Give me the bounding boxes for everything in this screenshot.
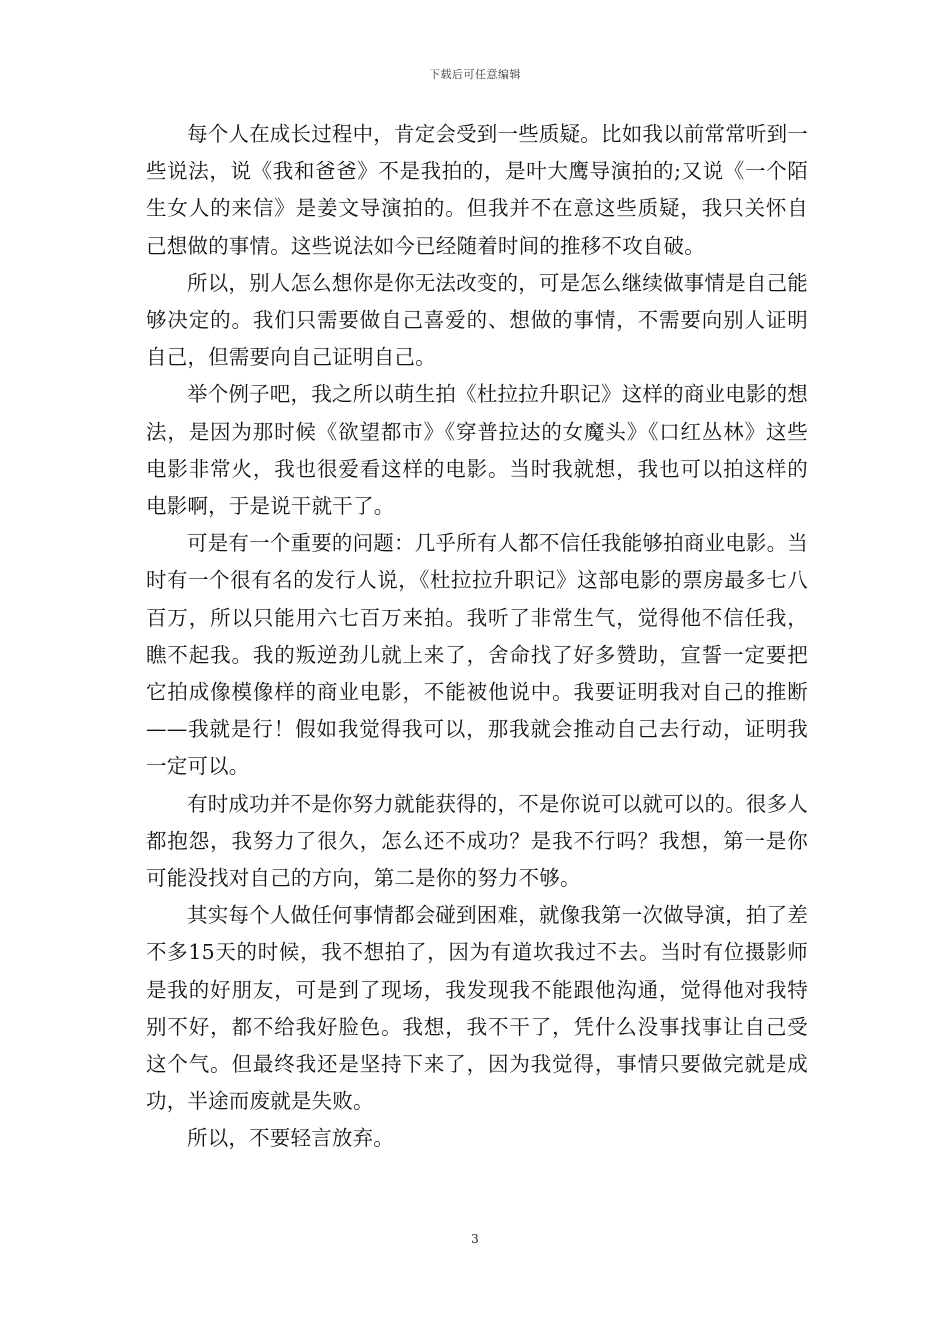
body-text bbox=[146, 116, 808, 1158]
paragraph: 所以，别人怎么想你是你无法改变的，可是怎么继续做事情是自己能够决定的。我们只需要做自己喜爱的、想做的事情，不需要向别人证明自己，但需要向自己证明自己。 bbox=[146, 270, 808, 370]
paragraph: 所以，不要轻言放弃。 bbox=[187, 1126, 394, 1151]
paragraph: 举个例子吧，我之所以萌生拍《杜拉拉升职记》这样的商业电影的想法，是因为那时候《欲望都市》《穿普拉达的女魔头》《口红丛林》这些电影非常火，我也很爱看这样的电影。当时我就想，我也可以拍这样的电影啊，于是说干就干了。 bbox=[146, 382, 808, 519]
page-header: 下载后可任意编辑 bbox=[429, 68, 521, 81]
paragraph: 其实每个人做任何事情都会碰到困难，就像我第一次做导演，拍了差不多15天的时候，我不想拍了，因为有道坎我过不去。当时有位摄影师是我的好朋友，可是到了现场，我发现我不能跟他沟通，觉得他对我特别不好，都不给我好脸色。我想，我不干了，凭什么没事找事让自己受这个气。但最终我还是坚持下来了，因为我觉得，事情只要做完就是成功，半途而废就是失败。 bbox=[146, 903, 808, 1114]
paragraph: 可是有一个重要的问题：几乎所有人都不信任我能够拍商业电影。当时有一个很有名的发行人说，《杜拉拉升职记》这部电影的票房最多七八百万，所以只能用六七百万来拍。我听了非常生气，觉得他不信任我，瞧不起我。我的叛逆劲儿就上来了，舍命找了好多赞助，宣誓一定要把它拍成像模像样的商业电影，不能被他说中。我要证明我对自己的推断——我就是行！假如我觉得我可以，那我就会推动自己去行动，证明我一定可以。 bbox=[146, 531, 808, 779]
paragraph: 有时成功并不是你努力就能获得的，不是你说可以就可以的。很多人都抱怨，我努力了很久，怎么还不成功？是我不行吗？我想，第一是你可能没找对自己的方向，第二是你的努力不够。 bbox=[146, 791, 808, 891]
paragraph: 每个人在成长过程中，肯定会受到一些质疑。比如我以前常常听到一些说法，说《我和爸爸》不是我拍的，是叶大鹰导演拍的;又说《一个陌生女人的来信》是姜文导演拍的。但我并不在意这些质疑，我只关怀自己想做的事情。这些说法如今已经随着时间的推移不攻自破。 bbox=[146, 122, 808, 258]
page-number: 3 bbox=[471, 1232, 479, 1246]
